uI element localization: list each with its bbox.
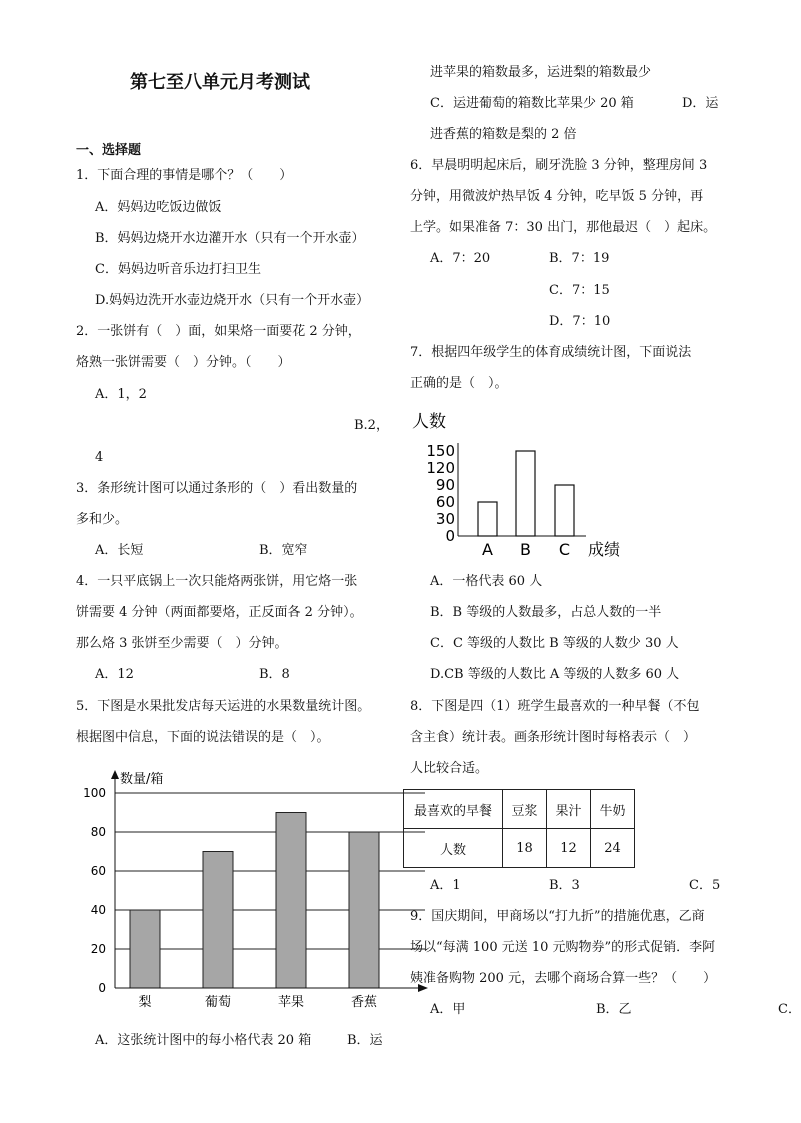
- y-tick-label: 20: [90, 942, 106, 956]
- q6-option-d: D．7：10: [549, 314, 611, 329]
- table-header-cell: 最喜欢的早餐: [404, 790, 503, 829]
- q7-stem-line2: 正确的是（ ）。: [410, 376, 508, 391]
- x-tick-label: 梨: [138, 995, 152, 1010]
- y-axis-label: 数量/箱: [120, 772, 164, 787]
- q6-stem-line3: 上学。如果准备 7：30 出门，那他最迟（ ）起床。: [410, 220, 717, 235]
- table-row: [404, 829, 635, 868]
- y-axis-label: 人数: [412, 412, 446, 432]
- q4-stem-line1: 4．一只平底锅上一次只能烙两张饼，用它烙一张: [76, 574, 358, 589]
- bar-A: [478, 502, 497, 536]
- table-cell: 18: [503, 829, 547, 868]
- q4-stem-line3: 那么烙 3 张饼至少需要（ ）分钟。: [76, 636, 288, 651]
- bar-葡萄: [203, 852, 233, 989]
- table-header-cell: 果汁: [547, 790, 591, 829]
- q4-option-b: B．8: [259, 667, 290, 682]
- q2-option-b-cont: 4: [95, 450, 104, 465]
- q6-stem-line1: 6．早晨明明起床后，刷牙洗脸 3 分钟，整理房间 3: [410, 158, 708, 173]
- bar-C: [555, 485, 574, 536]
- y-tick-label: 80: [90, 825, 106, 839]
- q8-stem-line3: 人比较合适。: [410, 761, 489, 776]
- q2-option-b: B.2，: [354, 418, 389, 433]
- fruit-bar-chart: [80, 765, 430, 1015]
- q9-option-c: C．: [778, 1002, 801, 1017]
- q9-stem-line1: 9．国庆期间，甲商场以“打九折”的措施优惠，乙商: [410, 909, 705, 924]
- q7-option-b: B．B 等级的人数最多，占总人数的一半: [430, 605, 662, 620]
- bar-香蕉: [349, 832, 379, 988]
- q9-stem-line3: 姨准备购物 200 元，去哪个商场合算一些？（ ）: [410, 971, 717, 986]
- q8-option-b: B．3: [549, 878, 580, 893]
- bar-梨: [130, 910, 160, 988]
- q1-option-c: C．妈妈边听音乐边打扫卫生: [95, 262, 261, 277]
- q5-option-b: B．运: [347, 1033, 383, 1048]
- y-tick-label: 40: [90, 903, 106, 917]
- q3-stem-line2: 多和少。: [76, 512, 129, 527]
- bar-苹果: [276, 813, 306, 989]
- q1-option-d: D.妈妈边洗开水壶边烧开水（只有一个开水壶）: [95, 293, 370, 308]
- x-tick-label: 葡萄: [204, 995, 232, 1010]
- y-axis-arrow: [111, 770, 119, 779]
- grade-bar-chart: [408, 405, 658, 565]
- q5-stem-line2: 根据图中信息，下面的说法错误的是（ ）。: [76, 730, 330, 745]
- y-tick-label: 90: [435, 476, 455, 494]
- y-tick-label: 60: [90, 864, 106, 878]
- q8-stem-line2: 含主食）统计表。画条形统计图时每格表示（ ）: [410, 730, 697, 745]
- y-tick-label: 150: [426, 442, 455, 460]
- q6-stem-line2: 分钟，用微波炉热早饭 4 分钟，吃早饭 5 分钟，再: [410, 189, 704, 204]
- table-header-cell: 牛奶: [591, 790, 635, 829]
- q7-stem-line1: 7．根据四年级学生的体育成绩统计图，下面说法: [410, 345, 692, 360]
- x-tick-label: C: [558, 540, 571, 559]
- q8-stem-line1: 8．下图是四（1）班学生最喜欢的一种早餐（不包: [410, 699, 700, 714]
- x-tick-label: B: [520, 540, 531, 559]
- section-heading: 一、选择题: [76, 143, 142, 158]
- q9-option-a: A．甲: [430, 1002, 466, 1017]
- y-tick-label: 120: [426, 459, 455, 477]
- y-tick-label: 0: [445, 527, 455, 545]
- q2-stem-line1: 2．一张饼有（ ）面，如果烙一面要花 2 分钟，: [76, 324, 361, 339]
- q9-stem-line2: 场以“每满 100 元送 10 元购物券”的形式促销．李阿: [410, 940, 716, 955]
- y-tick-label: 60: [435, 493, 455, 511]
- page-title: 第七至八单元月考测试: [130, 72, 310, 93]
- q6-option-a: A．7：20: [430, 251, 491, 266]
- q4-option-a: A．12: [95, 667, 134, 682]
- q7-option-d: D.CB 等级的人数比 A 等级的人数多 60 人: [430, 667, 680, 682]
- q7-option-a: A．一格代表 60 人: [430, 574, 543, 589]
- q6-option-c: C．7：15: [549, 283, 610, 298]
- table-row-label: 人数: [404, 829, 503, 868]
- q5-option-a: A．这张统计图中的每小格代表 20 箱: [95, 1033, 312, 1048]
- q3-stem-line1: 3．条形统计图可以通过条形的（ ）看出数量的: [76, 481, 358, 496]
- x-axis-label: 成绩: [588, 540, 621, 559]
- table-cell: 12: [547, 829, 591, 868]
- q8-option-a: A．1: [430, 878, 461, 893]
- bar-B: [516, 451, 535, 536]
- q5-option-c: C．运进葡萄的箱数比苹果少 20 箱: [430, 96, 634, 111]
- q6-option-b: B．7：19: [549, 251, 610, 266]
- y-tick-label: 0: [98, 981, 106, 995]
- q5-option-b-cont: 进苹果的箱数最多，运进梨的箱数最少: [430, 65, 652, 80]
- q5-option-d-cont: 进香蕉的箱数是梨的 2 倍: [430, 127, 577, 142]
- q1-option-a: A．妈妈边吃饭边做饭: [95, 200, 222, 215]
- q2-option-a: A．1，2: [95, 387, 147, 402]
- table-header-cell: 豆浆: [503, 790, 547, 829]
- table-cell: 24: [591, 829, 635, 868]
- q9-option-b: B．乙: [596, 1002, 632, 1017]
- q1-option-b: B．妈妈边烧开水边灌开水（只有一个开水壶）: [95, 231, 365, 246]
- q3-option-a: A．长短: [95, 543, 144, 558]
- table-header-row: [404, 790, 635, 829]
- q5-option-d: D．运: [682, 96, 719, 111]
- breakfast-table: [403, 789, 635, 868]
- q1-stem: 1．下面合理的事情是哪个？（ ）: [76, 168, 293, 183]
- x-tick-label: 苹果: [277, 995, 305, 1010]
- q7-option-c: C．C 等级的人数比 B 等级的人数少 30 人: [430, 636, 679, 651]
- q4-stem-line2: 饼需要 4 分钟（两面都要烙，正反面各 2 分钟）。: [76, 605, 363, 620]
- y-tick-label: 30: [435, 510, 455, 528]
- q8-option-c: C．5: [689, 878, 721, 893]
- q5-stem-line1: 5．下图是水果批发店每天运进的水果数量统计图。: [76, 699, 371, 714]
- q3-option-b: B．宽窄: [259, 543, 308, 558]
- y-tick-label: 100: [83, 786, 106, 800]
- x-tick-label: 香蕉: [350, 995, 378, 1010]
- x-tick-label: A: [482, 540, 493, 559]
- q2-stem-line2: 烙熟一张饼需要（ ）分钟。（ ）: [76, 355, 291, 370]
